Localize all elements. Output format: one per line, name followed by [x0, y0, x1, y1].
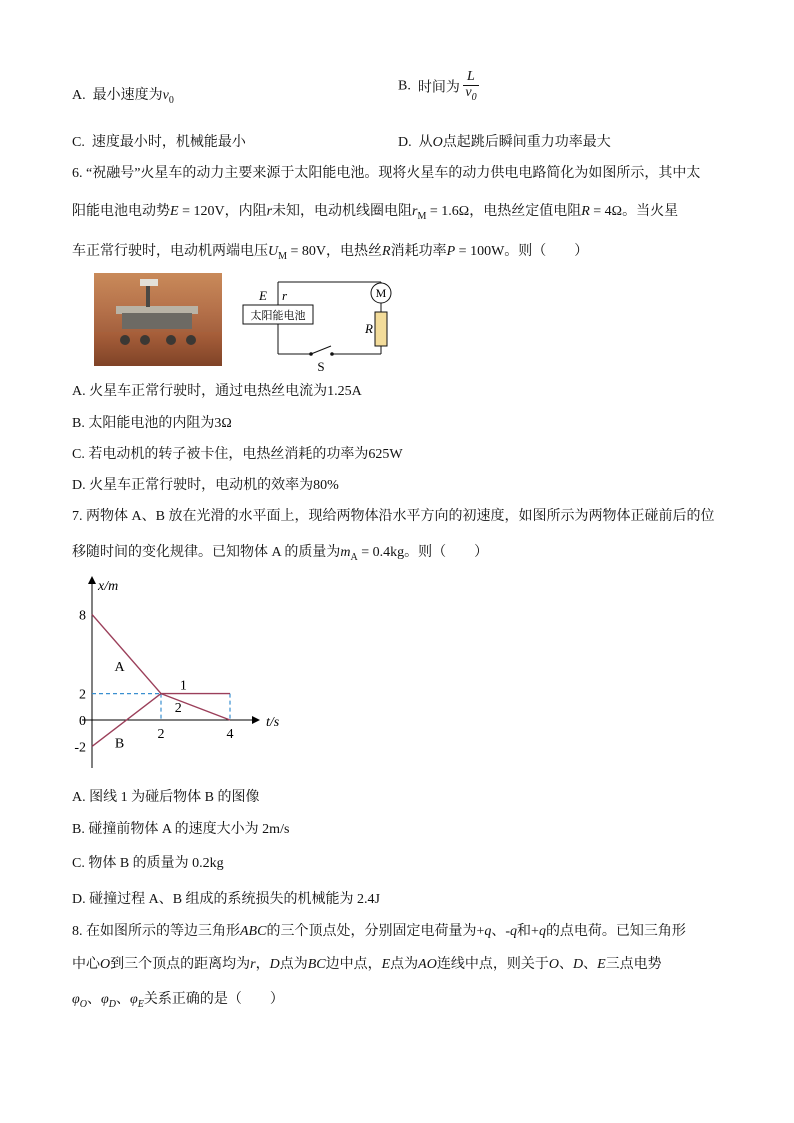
y-tick-label-0: 0 — [79, 714, 86, 729]
series-line-2 — [161, 694, 230, 720]
q7-option-a[interactable]: A. 图线 1 为碰后物体 B 的图像 — [72, 790, 260, 805]
q5-option-a[interactable]: A. 最小速度为$v_0$ — [72, 88, 174, 106]
svg-text:E: E — [259, 288, 267, 303]
curve-label-1: 1 — [179, 678, 187, 694]
q5-option-d[interactable]: D. 从O点起跳后瞬间重力功率最大 — [398, 135, 611, 150]
svg-text:太阳能电池: 太阳能电池 — [250, 309, 306, 322]
svg-text:r: r — [282, 288, 288, 303]
series-line-A — [92, 614, 161, 693]
y-tick-label-8: 8 — [79, 608, 86, 624]
curve-label-A: A — [114, 659, 125, 675]
svg-text:M: M — [375, 286, 387, 300]
q6-option-c[interactable]: C. 若电动机的转子被卡住，电热丝消耗的功率为625W — [72, 447, 403, 462]
x-tick-label-2: 2 — [157, 727, 165, 742]
q7-option-b[interactable]: B. 碰撞前物体 A 的速度大小为 2m/s — [72, 822, 290, 837]
circuit-diagram — [236, 272, 406, 376]
q8-line-2: 中心O到三个顶点的距离均为r，D点为BC边中点，E点为AO连线中点，则关于O、D、E三点电势 — [72, 957, 662, 972]
q6-option-b[interactable]: B. 太阳能电池的内阻为3Ω — [72, 416, 232, 431]
y-axis-label: x/m — [98, 579, 119, 594]
q6-option-d[interactable]: D. 火星车正常行驶时，电动机的效率为80% — [72, 478, 339, 493]
q6-line-1: 6. “祝融号”火星车的动力主要来源于太阳能电池。现将火星车的动力供电电路简化为如图所示，其中太 — [72, 166, 701, 181]
q6-option-a[interactable]: A. 火星车正常行驶时，通过电热丝电流为1.25A — [72, 384, 362, 399]
q6-line-2: 阳能电池电动势E = 120V，内阻r未知，电动机线圈电阻$r_M = 1.6\Omega$，电热丝定值电阻R = 4Ω。当火星 — [72, 204, 679, 222]
curve-label-2: 2 — [174, 700, 182, 716]
mars-rover-photo — [94, 273, 222, 366]
y-tick-label-2: 2 — [79, 687, 86, 703]
displacement-time-graph — [70, 572, 290, 780]
svg-text:R: R — [365, 321, 373, 336]
q7-option-d[interactable]: D. 碰撞过程 A、B 组成的系统损失的机械能为 2.4J — [72, 892, 381, 907]
y-tick-label--2: -2 — [74, 740, 86, 756]
q7-line-1: 7. 两物体 A、B 放在光滑的水平面上，现给两物体沿水平方向的初速度，如图所示为两物体正碰前后的位 — [72, 509, 715, 524]
x-tick-label-4: 4 — [226, 727, 234, 742]
fraction-L-over-v0: $\frac{L}{v_0}$ — [465, 69, 477, 103]
q6-line-3: 车正常行驶时，电动机两端电压$U_M = 80V$，电热丝R消耗功率P = 100W。则（ ） — [72, 244, 589, 262]
q8-line-1: 8. 在如图所示的等边三角形ABC的三个顶点处，分别固定电荷量为+q、-q和+q的点电荷。已知三角形 — [72, 924, 686, 939]
curve-label-B: B — [114, 736, 125, 752]
q8-line-3: $\varphi_O$、$\varphi_D$、$\varphi_E$关系正确的是（ ） — [72, 992, 284, 1010]
resistor-symbol — [375, 312, 387, 346]
svg-text:S: S — [317, 359, 325, 374]
x-axis-label: t/s — [266, 715, 280, 730]
q7-option-c[interactable]: C. 物体 B 的质量为 0.2kg — [72, 856, 224, 871]
q5-option-c[interactable]: C. 速度最小时，机械能最小 — [72, 135, 246, 150]
q5-option-b[interactable]: B. 时间为 $\frac{L}{v_0}$ — [398, 69, 477, 103]
q7-line-2: 移随时间的变化规律。已知物体 A 的质量为$m_A = 0.4kg$。则（ ） — [72, 545, 489, 563]
